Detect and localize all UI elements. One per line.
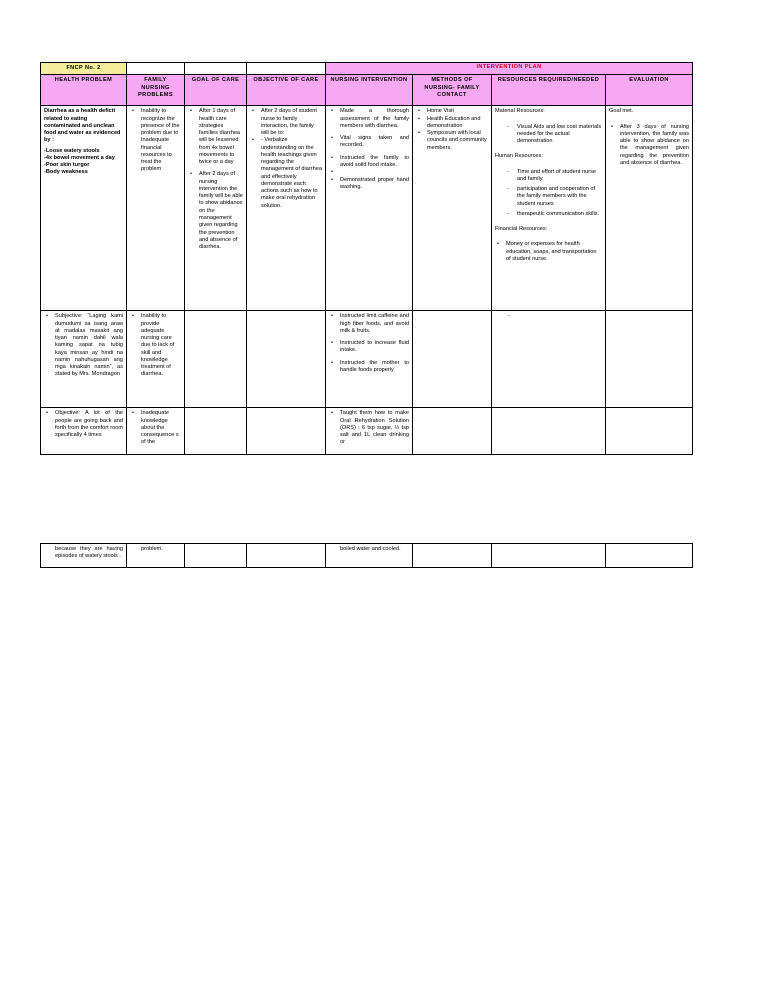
intervention-continued: boiled water and cooled.	[326, 544, 413, 568]
methods-cell: • Home Visit • Health Education and demonstration • Symposium with local councils and community members.	[413, 106, 492, 311]
intervention-plan-label: INTERVENTION PLAN	[326, 63, 693, 75]
col-health-problem: HEALTH PROBLEM	[41, 75, 127, 106]
family-problem-cell: • Inadequate knowledge about the consequence s of the	[127, 408, 185, 454]
family-problem-cell: • Inability to provide adequate nursing care due to lack of skill and knowledge treatment of diarrhea.	[127, 311, 185, 408]
objective-data-cell: • Objective: A lot of the people are going back and forth from the comfort room specifically 4 times	[41, 408, 127, 454]
family-problem-cell: • Inability to recognize the presence of the problem due to Inadequate financial resources to treat the problem	[127, 106, 185, 311]
intervention-cell: • Taught them how to make Oral Rehydration Solution (ORS) : 6 tsp sugar, ½ tsp salt and 1L clean drinking or	[326, 408, 413, 454]
table-row	[41, 106, 693, 311]
top-header-row	[41, 63, 693, 75]
column-header-row	[41, 75, 693, 106]
table-row	[41, 408, 693, 454]
family-problem-continued: problem.	[127, 544, 185, 568]
goal-cell: • After 1 days of health care strategies families diarrhea will be lessened from 4x bowel movements to twice or a day • After 2 days of nursing intervention the family will be able to show abidance on the management given regarding the prevention and absence of diarrhea.	[185, 106, 247, 311]
fncp-label: FNCP No. 2	[41, 63, 127, 75]
objective-cell: • After 2 days of student nurse to family interaction, the family will be to: • - Verbalize understanding on the health teachings given regarding the management of diarrhea and effectively demonstrate each actions such as how to make oral rehydration solution.	[247, 106, 326, 311]
intervention-cell: • Made a thorough assessment of the family members with diarrhea. • Vital signs taken and recorded. • Instructed the family to avoid solid food intake. • • Demonstrated proper hand washing.	[326, 106, 413, 311]
table-row	[41, 311, 693, 408]
resources-cell: -	[492, 311, 606, 408]
col-goal-of-care: GOAL OF CARE	[185, 75, 247, 106]
health-problem-continued: because they are having episodes of watery stools .	[41, 544, 127, 568]
fncp-table-page2	[40, 543, 693, 568]
col-objective-of-care: OBJECTIVE OF CARE	[247, 75, 326, 106]
col-resources: RESOURCES REQUIRED/NEEDED	[492, 75, 606, 106]
col-family-nursing-problems: FAMILY NURSING PROBLEMS	[127, 75, 185, 106]
evaluation-cell: Goal met. • After 3 days of nursing intervention, the family was able to show abidance on the management given regarding the prevention and absence of diarrhea.	[606, 106, 693, 311]
health-problem-cell: Diarrhea as a health deficit related to eating contaminated and unclean food and water as evidenced by : -Loose watery stools -4x bowel movement a day -Poor skin turgor -Body weakness	[41, 106, 127, 311]
col-nursing-intervention: NURSING INTERVENTION	[326, 75, 413, 106]
resources-cell: Material Resources: - Visual Aids and low cost materials needed for the actual demonstration Human Resources: - Time and effort of student nurse and family. - participation and cooperation of the family members with the student nurses - therapeutic communication skills. Financial Resources: • Money or expenses for health education, soaps, and transportation of student nurse.	[492, 106, 606, 311]
intervention-cell: • Instructed limit caffeine and high fiber foods, and avoid milk & fruits. • Instructed to increase fluid intake. • Instructed the mother to handle foods properly	[326, 311, 413, 408]
col-methods: METHODS OF NURSING- FAMILY CONTACT	[413, 75, 492, 106]
table-row	[41, 544, 693, 568]
subjective-cell: • Subjective: “Laging kami dumudumi sa isang araw at madalas masakit ang tiyan namin dahil wala kaming sapat na tubig kaya minsan ay hindi na namin nahuhugasan ang mga kinakain namin”, as stated by Mrs. Mondragon	[41, 311, 127, 408]
fncp-table-page1	[40, 62, 693, 455]
col-evaluation: EVALUATION	[606, 75, 693, 106]
